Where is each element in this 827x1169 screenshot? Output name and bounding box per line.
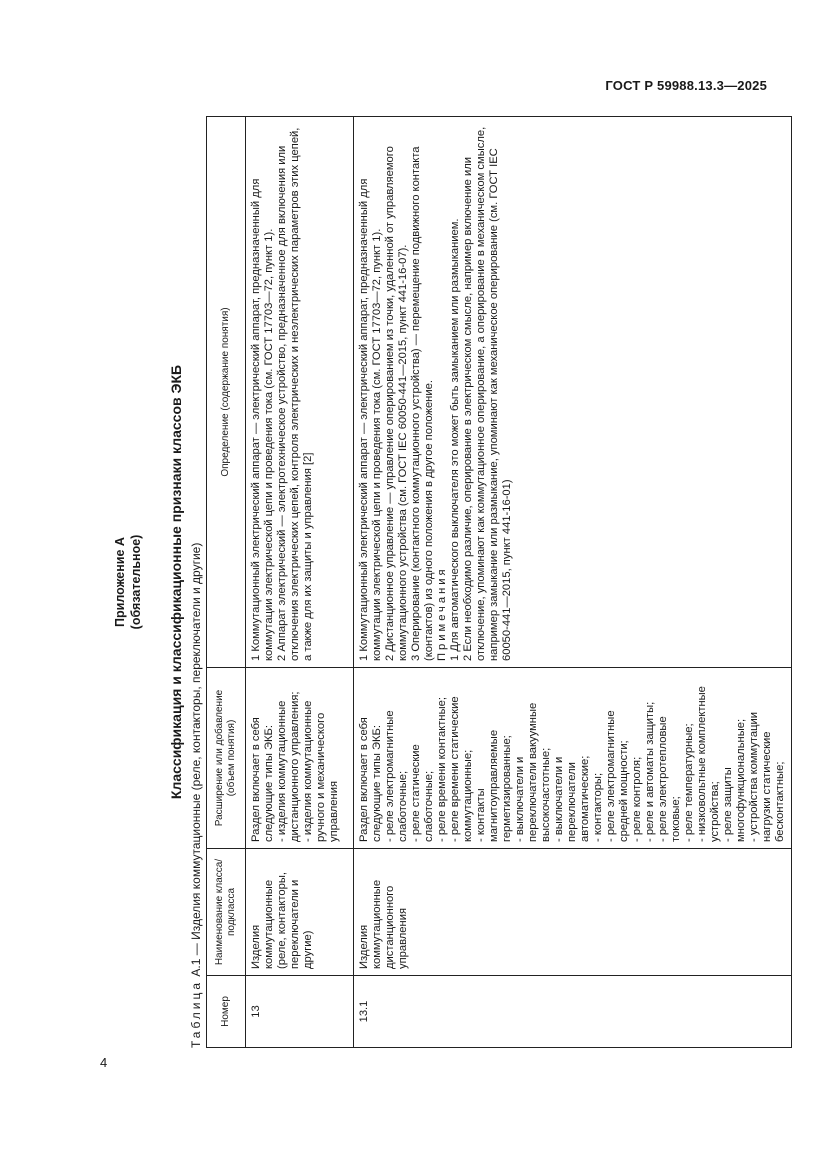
- appendix-heading: [112, 116, 144, 1048]
- definition-paragraph: 1 Коммутационный электрический аппарат — электрический аппарат, предназначенный для коммутации электрической цепи и проведения тока (см. ГОСТ 17703—72, пункт 1).: [250, 178, 275, 661]
- notes-heading: Примечания: [436, 566, 448, 661]
- definition-paragraph: 3 Оперирование (контактного коммутационного устройства) — перемещение подвижного контакта (контактов) из одного положения в другое положение.: [410, 146, 435, 661]
- header-extension: Расширение или добавление (объем понятия): [207, 668, 246, 849]
- row-class-name: Изделия коммутационные (реле, контакторы, переключатели и другие): [246, 849, 354, 976]
- classification-table: [206, 116, 792, 1048]
- definition-paragraph: 1 Для автоматического выключателя это может быть замыканием или размыканием.: [449, 218, 461, 661]
- definition-paragraph: 2 Если необходимо различие, оперирование в электрическом смысле, например включение или отключение, упоминают как коммутационное оперирование, а оперирование в механическом смысле, например замыкание или размыкание, упоминают как механическое оперирование (см. ГОСТ IEC 60050-441—2015, пункт 441-16-01): [462, 126, 513, 661]
- row-number: 13.1: [354, 976, 792, 1048]
- appendix-title: Приложение А: [113, 537, 127, 627]
- row-definition: [354, 117, 792, 668]
- header-name: Наименование класса/подкласса: [207, 849, 246, 976]
- extension-line: - реле электротепловые токовые;: [657, 716, 682, 842]
- extension-line: - реле контроля;: [631, 756, 643, 842]
- row-extension: [354, 668, 792, 849]
- table-row: [354, 117, 792, 1048]
- row-extension: [246, 668, 354, 849]
- page-number: 4: [100, 1055, 108, 1070]
- extension-line: - реле температурные;: [683, 723, 695, 842]
- table-row: [246, 117, 354, 1048]
- appendix-status: (обязательное): [129, 534, 143, 630]
- rotated-table-page: [112, 116, 786, 1048]
- header-definition: Определение (содержание понятия): [207, 117, 246, 668]
- extension-line: Раздел включает в себя следующие типы ЭКБ:: [358, 717, 383, 842]
- table-caption-text: А.1 — Изделия коммутационные (реле, контакторы, переключатели и другие): [189, 542, 203, 977]
- extension-line: Раздел включает в себя следующие типы ЭКБ:: [250, 717, 275, 842]
- section-title: Классификация и классификационные признаки классов ЭКБ: [168, 364, 184, 800]
- definition-paragraph: 2 Дистанционное управление — управление оперированием из точки, удаленной от управляемого коммутационного устройства (см. ГОСТ IEC 60050-441—2015, пункт 441-16-07).: [384, 146, 409, 661]
- definition-paragraph: 2 Аппарат электрический — электротехническое устройство, предназначенное для включения или отключения электрических цепей, контроля электрических и неэлектрических параметров этих цепей, а также для их защиты и управления [2]: [276, 127, 314, 661]
- extension-line: - реле и автоматы защиты;: [644, 701, 656, 842]
- extension-line: - реле защиты многофункциональные;: [722, 718, 747, 842]
- extension-line: - изделия коммутационные дистанционного управления;: [276, 691, 301, 842]
- extension-line: - реле времени контактные;: [436, 697, 448, 842]
- extension-line: - контакторы;: [592, 772, 604, 842]
- extension-line: - низковольтные комплектные устройства;: [696, 686, 721, 842]
- extension-line: - реле электромагнитные средней мощности;: [605, 710, 630, 842]
- row-definition: [246, 117, 354, 668]
- document-header: ГОСТ Р 59988.13.3—2025: [605, 78, 767, 93]
- row-number: 13: [246, 976, 354, 1048]
- extension-line: - выключатели и переключатели вакуумные высокочастотные;: [514, 702, 552, 842]
- extension-line: - выключатели и переключатели автоматические;: [553, 755, 591, 842]
- table-caption: [189, 543, 203, 1048]
- extension-line: - изделия коммутационные ручного и механического управления: [302, 700, 340, 842]
- extension-line: - контакты магнитоуправляемые герметизированные;: [475, 729, 513, 842]
- table-caption-label: Таблица: [189, 979, 203, 1048]
- row-class-name: Изделия коммутационные дистанционного управления: [354, 849, 792, 976]
- extension-line: - реле статические слаботочные;: [410, 744, 435, 842]
- extension-line: - реле времени статические коммутационные;: [449, 696, 474, 842]
- header-number: Номер: [207, 976, 246, 1048]
- extension-line: - реле электромагнитные слаботочные;: [384, 710, 409, 842]
- table-header-row: [207, 117, 246, 1048]
- extension-line: - устройства коммутации нагрузки статические бесконтактные;: [748, 711, 786, 842]
- definition-paragraph: 1 Коммутационный электрический аппарат — электрический аппарат, предназначенный для коммутации электрической цепи и проведения тока (см. ГОСТ 17703—72, пункт 1).: [358, 178, 383, 661]
